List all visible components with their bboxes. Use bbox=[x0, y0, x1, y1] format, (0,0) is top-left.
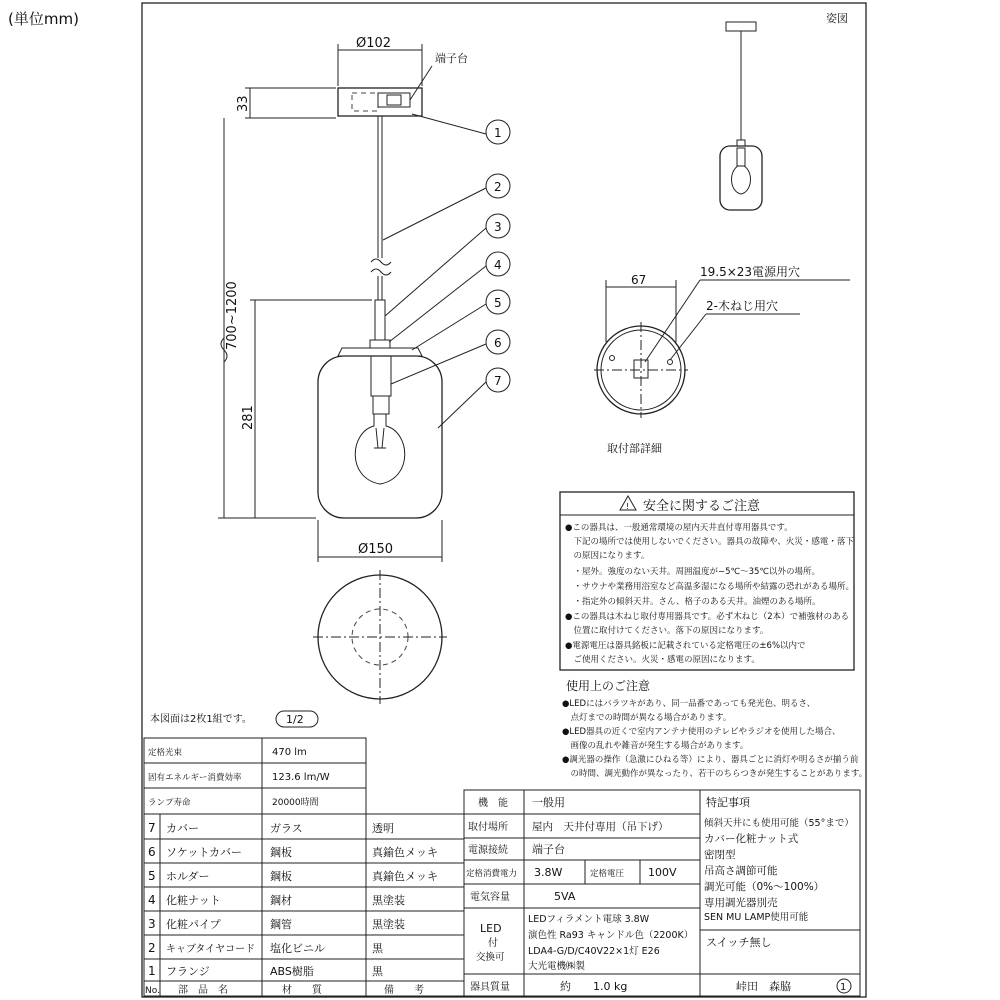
part-note: 真鍮色メッキ bbox=[372, 870, 438, 883]
pipe bbox=[375, 300, 385, 340]
switch-note: スイッチ無し bbox=[706, 936, 772, 949]
part-no: 3 bbox=[148, 917, 156, 931]
function-table bbox=[464, 790, 700, 996]
led-line: 演色性 Ra93 キャンドル色（2200K） bbox=[528, 930, 694, 941]
part-note: 黒 bbox=[372, 965, 383, 978]
safety-title: 安全に関するご注意 bbox=[643, 499, 761, 514]
nut bbox=[370, 340, 390, 348]
part-material: ABS樹脂 bbox=[270, 965, 314, 978]
safety-line: 位置に取付けてください。落下の原因になります。 bbox=[565, 626, 769, 636]
part-note: 黒 bbox=[372, 942, 383, 955]
special-notes bbox=[700, 790, 860, 996]
led-line: LDA4-G/D/C40V22×1灯 E26 bbox=[528, 946, 660, 957]
callout-4: 4 bbox=[494, 258, 502, 272]
view-label: 姿図 bbox=[826, 12, 848, 25]
parts-header-name: 部 品 名 bbox=[178, 985, 228, 996]
spec-label: ランプ寿命 bbox=[148, 798, 191, 808]
safety-line: ●この器具は、一般通常環境の屋内天井直付専用器具です。 bbox=[565, 523, 793, 533]
safety-line: ・サウナや業務用浴室など高温多湿になる場所や結露の恐れがある場所。 bbox=[565, 582, 855, 592]
glass-shade bbox=[318, 356, 442, 518]
safety-notice bbox=[560, 492, 854, 670]
flange bbox=[338, 88, 422, 116]
part-material: 鋼板 bbox=[270, 846, 292, 859]
func-label: 定格消費電力 bbox=[466, 869, 518, 879]
usage-line: 画像の乱れや雑音が発生する場合があります。 bbox=[562, 741, 749, 751]
usage-line: の時間、調光動作が異なったり、若干のちらつきが発生することがあります。 bbox=[562, 769, 868, 779]
special-line: 専用調光器別売 bbox=[704, 897, 778, 909]
led-line: LEDフィラメント電球 3.8W bbox=[528, 914, 650, 925]
spec-label: 固有エネルギー消費効率 bbox=[148, 773, 242, 783]
part-name: キャブタイヤコード bbox=[166, 944, 256, 955]
page-no: 1/2 bbox=[286, 713, 304, 726]
dim-flange-height: 33 bbox=[236, 95, 251, 112]
callout-1: 1 bbox=[494, 126, 502, 140]
func-label: 取付場所 bbox=[468, 822, 508, 833]
special-line: 密閉型 bbox=[704, 849, 736, 861]
safety-line: の原因になります。 bbox=[565, 551, 650, 561]
set-note: 本図面は2枚1組です。 bbox=[150, 714, 252, 725]
designer: 峠田 森脇 bbox=[736, 980, 791, 993]
callout-7: 7 bbox=[494, 374, 502, 388]
sheet-number: 1 bbox=[840, 982, 847, 993]
func-value: 屋内 天井付専用（吊下げ） bbox=[532, 821, 669, 833]
part-note: 黒塗装 bbox=[372, 918, 405, 931]
dim-cord-length: 700~1200 bbox=[225, 281, 240, 350]
led-label: 付 bbox=[488, 938, 498, 949]
part-no: 1 bbox=[148, 964, 156, 978]
part-no: 6 bbox=[148, 845, 156, 859]
part-note: 真鍮色メッキ bbox=[372, 846, 438, 859]
dim-mount-width: 67 bbox=[631, 273, 647, 287]
svg-text:!: ! bbox=[626, 502, 630, 511]
part-name: 化粧ナット bbox=[166, 894, 221, 907]
bulb bbox=[355, 414, 405, 484]
part-material: ガラス bbox=[270, 822, 303, 835]
spec-value: 20000時間 bbox=[272, 798, 319, 808]
callouts bbox=[486, 120, 510, 392]
weight-label: 器具質量 bbox=[470, 982, 510, 993]
part-name: フランジ bbox=[166, 965, 210, 978]
parts-table bbox=[144, 814, 464, 996]
special-line: 吊高さ調節可能 bbox=[704, 865, 778, 877]
special-line: 傾斜天井にも使用可能（55°まで） bbox=[704, 818, 854, 829]
elevation-view bbox=[218, 36, 486, 562]
func-value: 端子台 bbox=[532, 843, 565, 856]
func-label: 機 能 bbox=[478, 798, 508, 809]
part-no: 5 bbox=[148, 869, 156, 883]
part-no: 4 bbox=[148, 893, 156, 907]
usage-line: ●LED器具の近くで室内アンテナ使用のテレビやラジオを使用した場合、 bbox=[562, 727, 841, 737]
safety-line: ・屋外。強度のない天井。周囲温度が−5℃〜35℃以外の場所。 bbox=[565, 567, 820, 577]
func-label: 電源接続 bbox=[468, 845, 508, 856]
part-name: ソケットカバー bbox=[166, 846, 243, 859]
part-material: 鋼管 bbox=[270, 918, 292, 931]
led-label: 交換可 bbox=[476, 952, 505, 963]
hole1-label: 19.5×23電源用穴 bbox=[700, 265, 801, 279]
special-line: 調光可能（0%〜100%） bbox=[704, 881, 825, 893]
callout-6: 6 bbox=[494, 336, 502, 350]
func-value: 一般用 bbox=[532, 796, 565, 809]
mount-caption: 取付部詳細 bbox=[607, 442, 662, 455]
func-label: 定格電圧 bbox=[590, 869, 625, 879]
func-value: 5VA bbox=[554, 890, 576, 903]
part-material: 鋼板 bbox=[270, 870, 292, 883]
func-label: 電気容量 bbox=[470, 892, 510, 903]
func-value: 3.8W bbox=[534, 866, 563, 879]
safety-line: ●電源電圧は器具銘板に記載されている定格電圧の±6%以内で bbox=[565, 641, 806, 651]
hole2-label: 2-木ねじ用穴 bbox=[706, 299, 778, 313]
spec-value: 470 lm bbox=[272, 747, 307, 758]
part-material: 鋼材 bbox=[270, 894, 292, 907]
special-line: SEN MU LAMP使用可能 bbox=[704, 912, 809, 923]
part-note: 黒塗装 bbox=[372, 894, 405, 907]
safety-line: 下記の場所では使用しないでください。器具の故障や、火災・感電・落下 bbox=[565, 537, 854, 547]
part-no: 7 bbox=[148, 821, 156, 835]
parts-header-material: 材 質 bbox=[282, 985, 322, 996]
usage-line: ●調光器の操作（急激にひねる等）により、器具ごとに消灯や明るさが揃う前 bbox=[562, 755, 859, 765]
special-title: 特記事項 bbox=[706, 796, 750, 809]
callout-5: 5 bbox=[494, 296, 502, 310]
func-value: 100V bbox=[648, 866, 677, 879]
spec-value: 123.6 lm/W bbox=[272, 772, 330, 783]
usage-line: ●LEDにはバラツキがあり、同一品番であっても発光色、明るさ、 bbox=[562, 699, 816, 709]
parts-header-note: 備 考 bbox=[384, 985, 424, 996]
dim-shade-height: 281 bbox=[241, 405, 256, 430]
part-name: ホルダー bbox=[166, 870, 210, 883]
part-name: カバー bbox=[166, 822, 199, 835]
weight-value: 約 1.0 kg bbox=[560, 980, 628, 993]
perspective-view bbox=[720, 22, 762, 210]
part-no: 2 bbox=[148, 941, 156, 955]
usage-title: 使用上のご注意 bbox=[566, 679, 651, 693]
led-label: LED bbox=[480, 922, 502, 935]
unit-note: (単位mm) bbox=[8, 10, 79, 28]
terminal-label: 端子台 bbox=[435, 52, 468, 65]
usage-line: 点灯までの時間が異なる場合があります。 bbox=[562, 713, 732, 723]
plan-view bbox=[313, 570, 447, 704]
safety-line: ・指定外の傾斜天井。さん、格子のある天井。油煙のある場所。 bbox=[565, 597, 821, 607]
special-line: カバー化粧ナット式 bbox=[704, 833, 799, 845]
callout-3: 3 bbox=[494, 220, 502, 234]
spec-table bbox=[144, 738, 366, 814]
part-name: 化粧パイプ bbox=[166, 918, 221, 931]
dim-flange-dia: Ø102 bbox=[356, 36, 392, 51]
part-material: 塩化ビニル bbox=[270, 942, 325, 955]
mount-detail bbox=[594, 265, 850, 455]
led-line: 大光電機㈱製 bbox=[528, 961, 586, 972]
callout-2: 2 bbox=[494, 180, 502, 194]
parts-header-no: No. bbox=[145, 986, 160, 996]
usage-notes bbox=[562, 678, 867, 779]
socket bbox=[371, 356, 391, 396]
safety-line: ご使用ください。火災・感電の原因になります。 bbox=[565, 655, 760, 665]
safety-line: ●この器具は木ねじ取付専用器具です。必ず木ねじ（2本）で補強材のある bbox=[565, 612, 850, 622]
spec-label: 定格光束 bbox=[148, 748, 183, 758]
part-note: 透明 bbox=[372, 822, 394, 835]
dim-shade-dia: Ø150 bbox=[358, 542, 394, 557]
